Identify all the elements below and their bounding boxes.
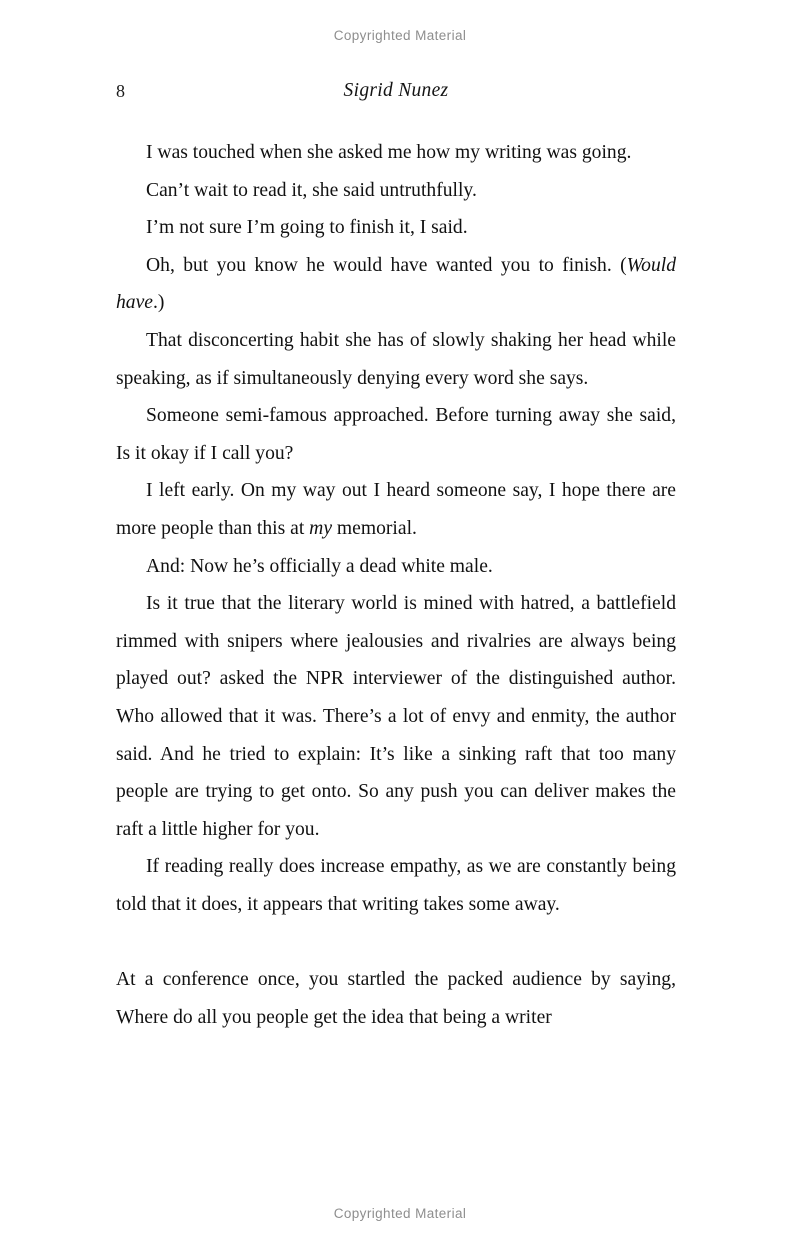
paragraph-3 bbox=[116, 209, 676, 247]
paragraph-text: Someone semi-famous approached. Before turning away she said, Is it okay if I call you? bbox=[116, 405, 676, 464]
paragraph-text: Can’t wait to read it, she said untruthfully. bbox=[146, 179, 477, 201]
paragraph-6 bbox=[116, 397, 676, 472]
paragraph-text-tail: memorial. bbox=[332, 517, 417, 539]
paragraph-9 bbox=[116, 585, 676, 848]
paragraph-text: That disconcerting habit she has of slowly shaking her head while speaking, as if simultaneously denying every word she says. bbox=[116, 329, 676, 389]
running-head-author: Sigrid Nunez bbox=[343, 80, 449, 101]
paragraph-text: At a conference once, you startled the packed audience by saying, Where do all you people get the idea that being a writer bbox=[116, 969, 676, 1028]
paragraph-text: And: Now he’s officially a dead white male. bbox=[146, 555, 493, 577]
paragraph-1 bbox=[116, 134, 676, 172]
paragraph-text: I’m not sure I’m going to finish it, I said. bbox=[146, 217, 468, 239]
paragraph-text-lead: Oh, but you know he would have wanted you to finish. ( bbox=[146, 254, 627, 276]
paragraph-10 bbox=[116, 848, 676, 923]
copyright-watermark-bottom: Copyrighted Material bbox=[333, 1206, 467, 1221]
paragraph-11 bbox=[116, 961, 676, 1036]
paragraph-text: I was touched when she asked me how my writing was going. bbox=[146, 142, 632, 163]
emphasis-my: my bbox=[309, 517, 333, 539]
paragraph-text-lead: I left early. On my way out I heard someone say, I hope there are more people than this at bbox=[116, 480, 676, 539]
paragraph-5 bbox=[116, 322, 676, 397]
paragraph-text: If reading really does increase empathy, as we are constantly being told that it does, it appears that writing takes some away. bbox=[116, 856, 676, 915]
paragraph-4 bbox=[116, 247, 676, 322]
paragraph-7 bbox=[116, 472, 676, 547]
copyright-watermark-top: Copyrighted Material bbox=[333, 28, 467, 43]
page-number: 8 bbox=[116, 81, 125, 101]
paragraph-8 bbox=[116, 548, 676, 586]
emphasis-would-have: Would have bbox=[116, 254, 676, 314]
paragraph-2 bbox=[116, 172, 676, 210]
body-text-block bbox=[116, 134, 676, 1036]
running-head bbox=[116, 78, 676, 104]
paragraph-text: Is it true that the literary world is mined with hatred, a battlefield rimmed with snipers where jealousies and rivalries are always being played out? asked the NPR interviewer of the distinguished author. Who allowed that it was. There’s a lot of envy and enmity, the author said. And he tried to explain: It’s like a sinking raft that too many people are trying to get onto. So any push you can deliver makes the raft a little higher for you. bbox=[116, 593, 676, 840]
paragraph-text-tail: .) bbox=[153, 292, 165, 314]
